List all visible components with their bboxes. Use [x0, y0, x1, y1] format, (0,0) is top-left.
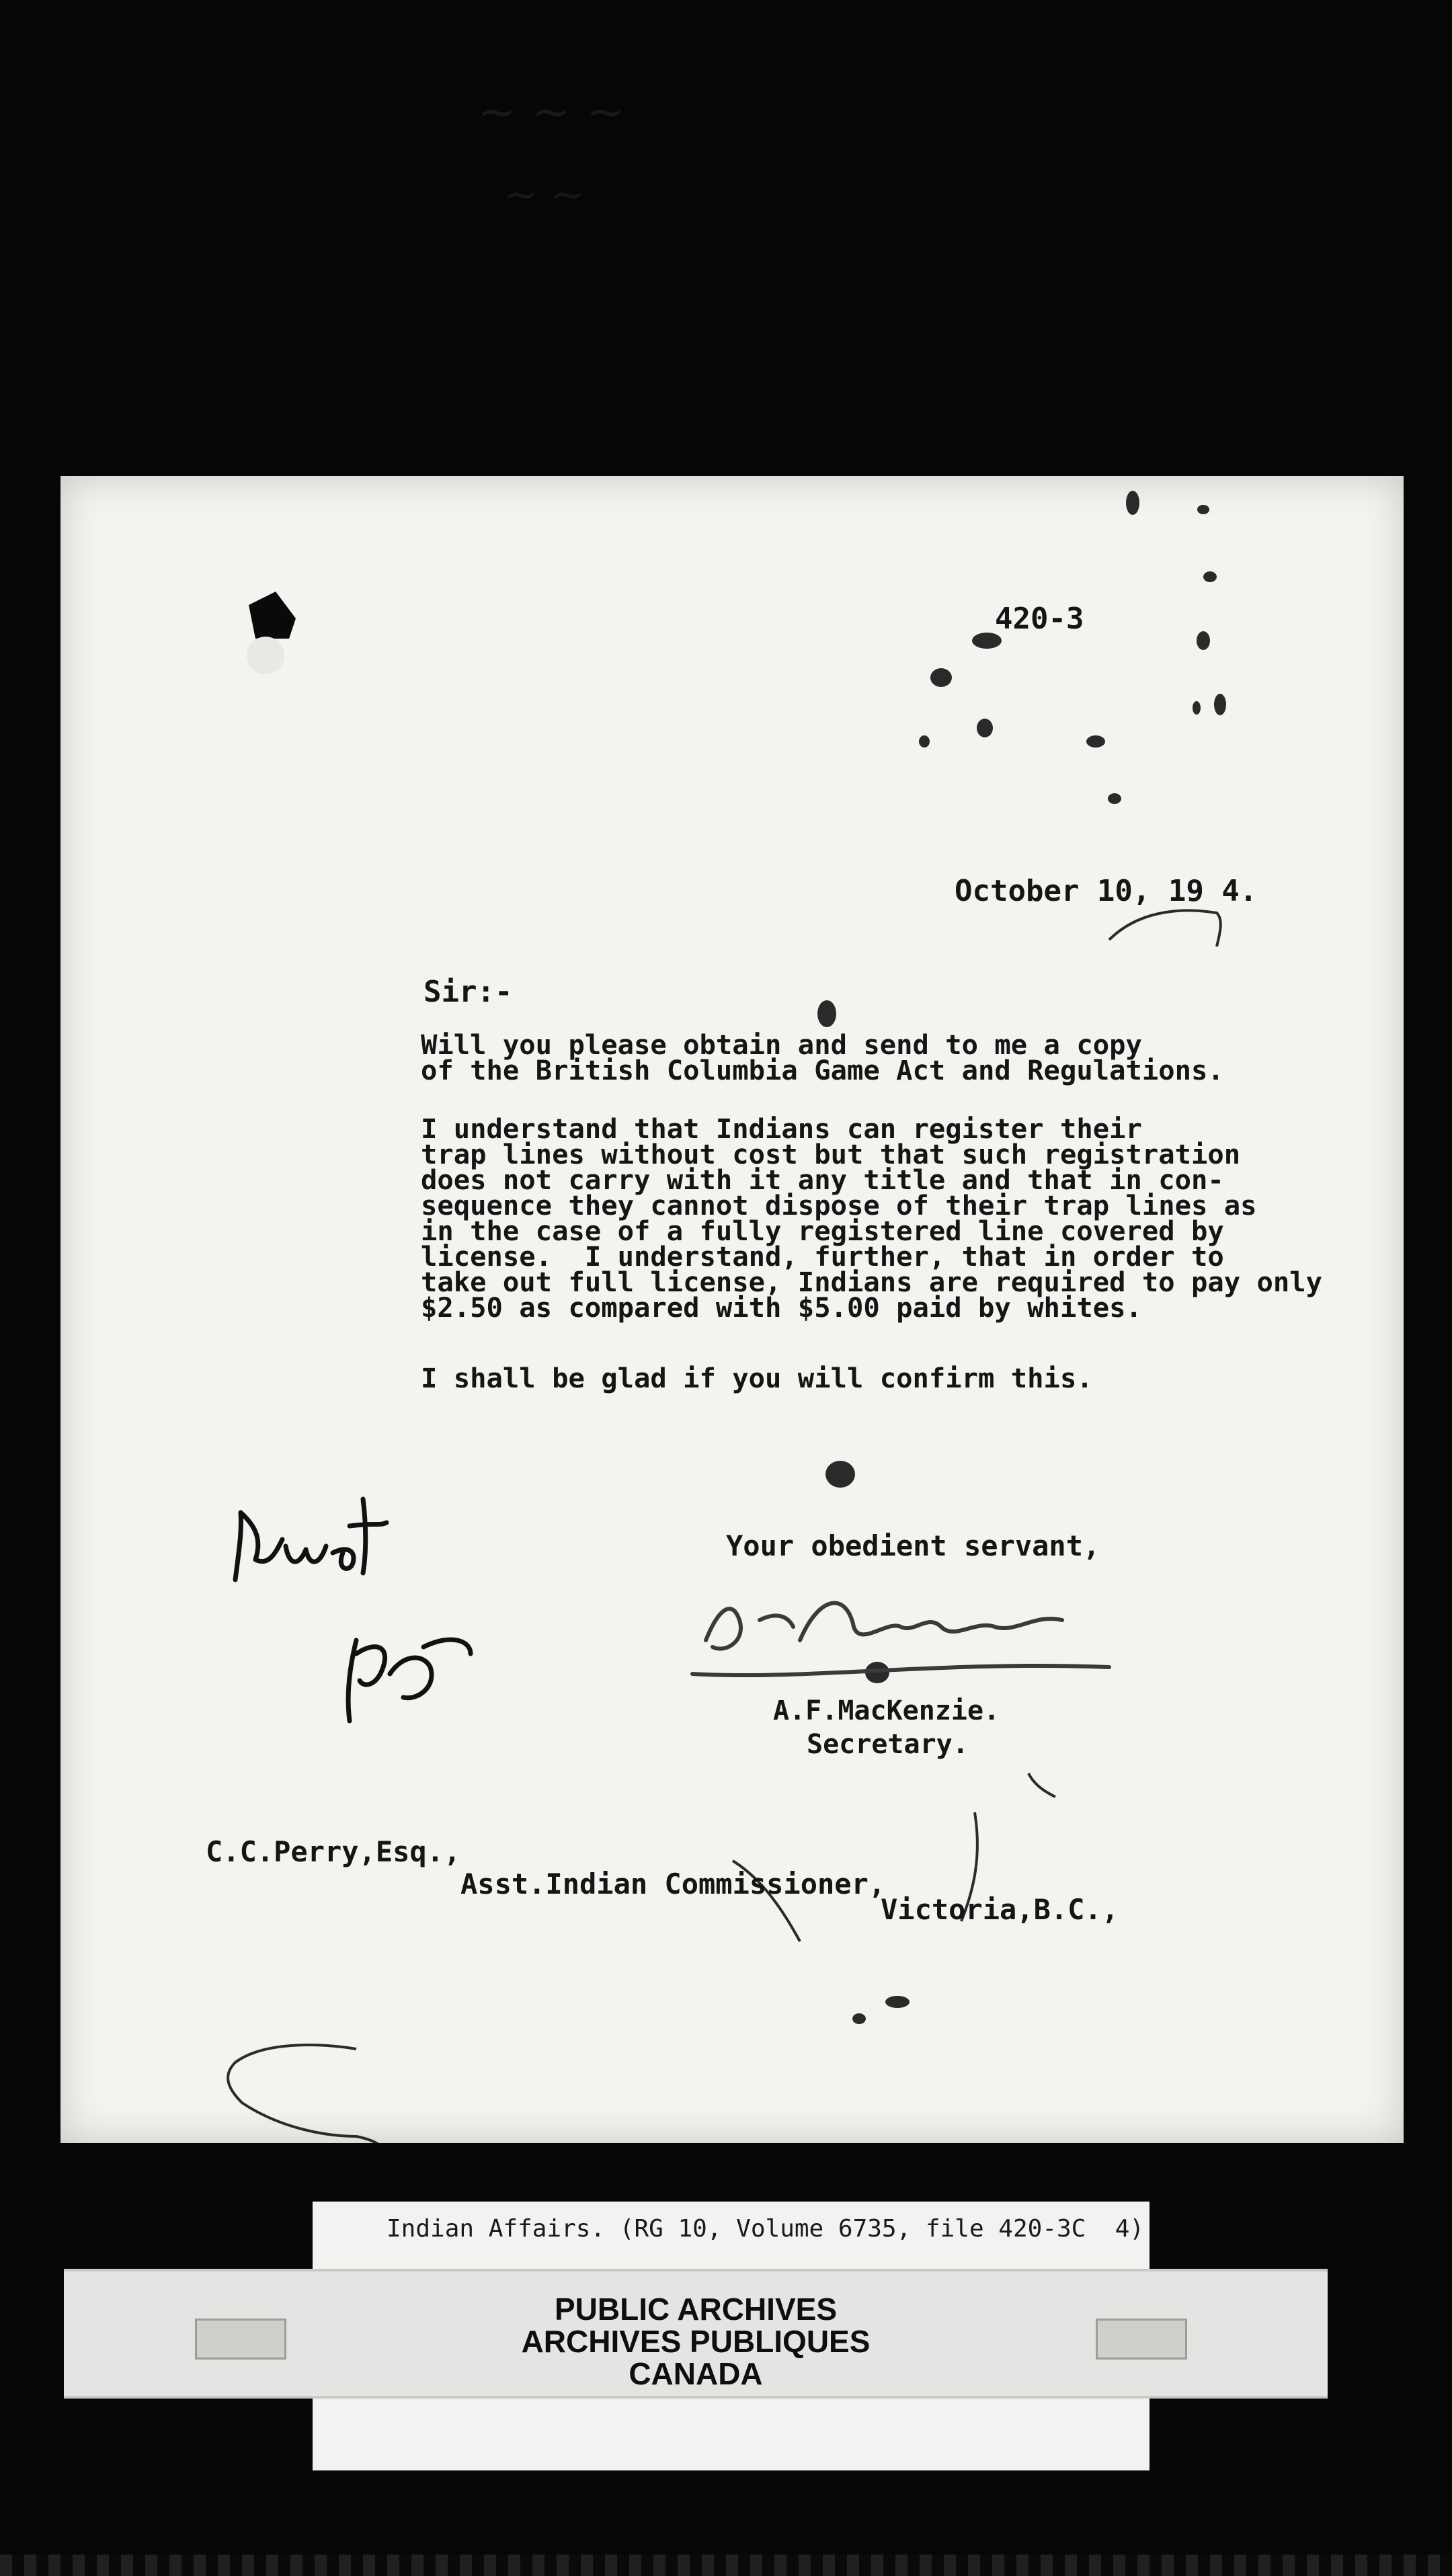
handwritten-annotation: [202, 1486, 511, 1768]
salutation: Sir:-: [424, 975, 513, 1009]
archives-line-french: ARCHIVES PUBLIQUES: [521, 2324, 871, 2359]
archives-line-english: PUBLIC ARCHIVES: [555, 2292, 837, 2327]
closing-line: Your obedient servant,: [726, 1529, 1100, 1562]
addressee-title: Asst.Indian Commissioner,: [460, 1867, 886, 1900]
ghost-bleedthrough: [464, 74, 840, 316]
file-reference: 420-3: [995, 602, 1084, 636]
addressee-city: Victoria,B.C.,: [881, 1893, 1119, 1926]
svg-text:~ ~: ~ ~: [504, 171, 585, 218]
archive-stamp-tape: [64, 2269, 1328, 2399]
archives-stamp: [64, 2293, 1328, 2390]
ink-blot: [235, 578, 309, 686]
svg-text:~ ~ ~: ~ ~ ~: [477, 84, 626, 139]
signer-title: Secretary.: [807, 1729, 969, 1760]
archive-reference: Indian Affairs. (RG 10, Volume 6735, file 420-3C 4): [387, 2215, 1145, 2243]
paragraph-request: Will you please obtain and send to me a copy of the British Columbia Game Act and Regulations.: [421, 1029, 1224, 1086]
signer-name: A.F.MacKenzie.: [773, 1695, 1000, 1726]
signature-scrawl: [672, 1546, 1129, 1707]
archives-line-country: CANADA: [629, 2356, 763, 2391]
paragraph-confirm: I shall be glad if you will confirm this.: [421, 1362, 1093, 1394]
paragraph-trap-lines: I understand that Indians can register their trap lines without cost but that such registration does not carry with it any title and that in con- sequence they cannot dispose of their trap lines as in the case of a fully registered line covered by license. I understand, further, that in order to take out full license, Indians are required to pay only $2.50 as compared with $5.00 paid by whites.: [421, 1113, 1323, 1324]
film-edge: [0, 2554, 1452, 2576]
addressee-name: C.C.Perry,Esq.,: [206, 1835, 461, 1868]
letter-date: October 10, 19 4.: [955, 874, 1258, 908]
